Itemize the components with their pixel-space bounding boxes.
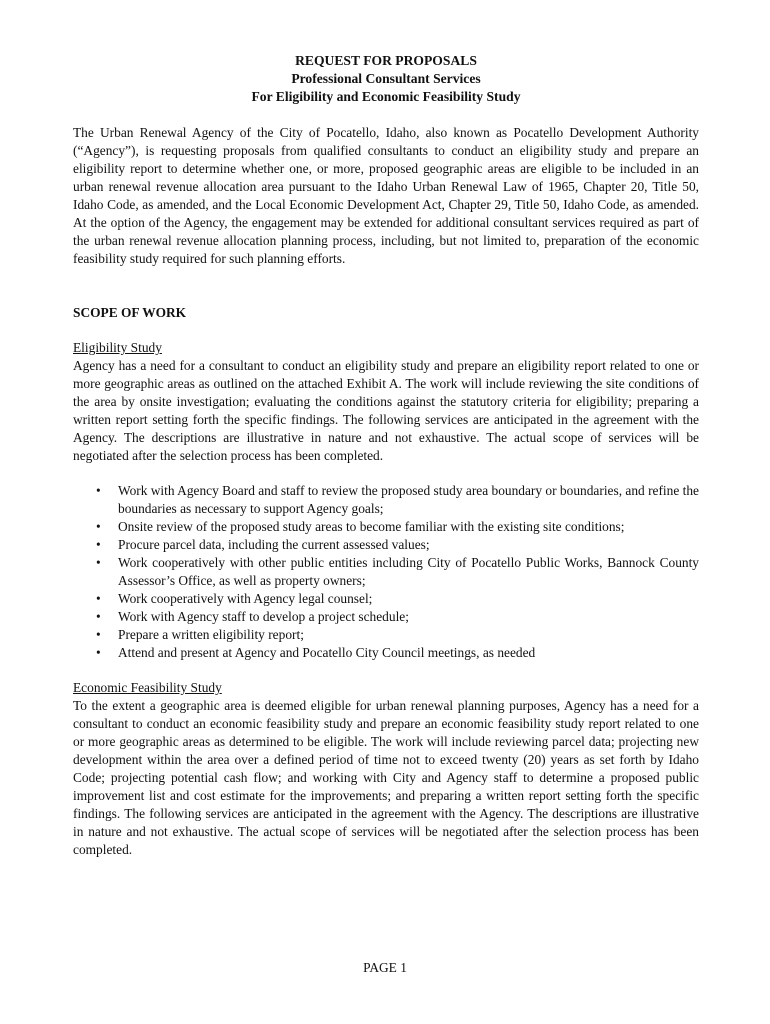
- economic-feasibility-study-heading: Economic Feasibility Study: [73, 680, 222, 695]
- list-item-text: Work cooperatively with other public entities including City of Pocatello Public Works, Bannock County Assessor’s Office, as well as property owners;: [118, 555, 699, 588]
- page-number: PAGE 1: [363, 960, 407, 975]
- list-item-text: Prepare a written eligibility report;: [118, 627, 304, 642]
- list-item: [96, 626, 699, 644]
- list-item: [96, 518, 699, 536]
- list-item-text: Onsite review of the proposed study areas to become familiar with the existing site conditions;: [118, 519, 625, 534]
- bullet-icon: •: [96, 645, 101, 660]
- economic-feasibility-paragraph: To the extent a geographic area is deemed eligible for urban renewal planning purposes, Agency has a need for a consultant to conduct an economic feasibility study and prepare an economic feasibility study report related to one or more geographic areas as determined to be eligible. The work will include reviewing parcel data; projecting new development within the area over a defined period of time not to exceed twenty (20) years as set forth by Idaho Code; projecting potential cash flow; and working with City and Agency staff to determine a proposed public improvement list and cost estimate for the improvements; and preparing a written report setting forth the specific findings. The following services are anticipated in the agreement with the Agency. The descriptions are illustrative in nature and not exhaustive. The actual scope of services will be negotiated after the selection process has been completed.: [73, 698, 699, 857]
- bullet-icon: •: [96, 519, 101, 534]
- bullet-icon: •: [96, 537, 101, 552]
- bullet-icon: •: [96, 483, 101, 498]
- rfp-title: REQUEST FOR PROPOSALS: [295, 53, 477, 68]
- list-item: [96, 644, 699, 662]
- list-item-text: Work cooperatively with Agency legal counsel;: [118, 591, 373, 606]
- list-item-text: Procure parcel data, including the current assessed values;: [118, 537, 430, 552]
- list-item: [96, 482, 699, 518]
- list-item-text: Work with Agency Board and staff to review the proposed study area boundary or boundaries, and refine the boundaries as necessary to support Agency goals;: [118, 483, 699, 516]
- bullet-icon: •: [96, 627, 101, 642]
- intro-paragraph: The Urban Renewal Agency of the City of Pocatello, Idaho, also known as Pocatello Development Authority (“Agency”), is requesting proposals from qualified consultants to conduct an eligibility study and prepare an eligibility report to determine whether one, or more, proposed geographic areas are eligible to be included in an urban renewal revenue allocation area pursuant to the Idaho Urban Renewal Law of 1965, Chapter 20, Title 50, Idaho Code, as amended, and the Local Economic Development Act, Chapter 29, Title 50, Idaho Code, as amended. At the option of the Agency, the engagement may be extended for additional consultant services required as part of the urban renewal revenue allocation planning process, including, but not limited to, preparation of the economic feasibility study required for such planning efforts.: [73, 125, 699, 266]
- rfp-study-title: For Eligibility and Economic Feasibility Study: [251, 89, 521, 104]
- document-page: [73, 52, 699, 859]
- bullet-icon: •: [96, 591, 101, 606]
- bullet-icon: •: [96, 555, 101, 570]
- eligibility-study-heading: Eligibility Study: [73, 340, 162, 355]
- list-item-text: Work with Agency staff to develop a project schedule;: [118, 609, 409, 624]
- list-item: [96, 608, 699, 626]
- scope-of-work-heading: SCOPE OF WORK: [73, 305, 187, 320]
- list-item-text: Attend and present at Agency and Pocatello City Council meetings, as needed: [118, 645, 536, 660]
- list-item: [96, 554, 699, 590]
- title-block: [73, 52, 699, 106]
- bullet-icon: •: [96, 609, 101, 624]
- list-item: [96, 590, 699, 608]
- rfp-subtitle: Professional Consultant Services: [291, 71, 481, 86]
- list-item: [96, 536, 699, 554]
- eligibility-task-list: [73, 482, 699, 662]
- eligibility-study-paragraph: Agency has a need for a consultant to conduct an eligibility study and prepare an eligibility report related to one or more geographic areas as outlined on the attached Exhibit A. The work will include reviewing the site conditions of the area by onsite investigation; evaluating the conditions against the statutory criteria for eligibility; preparing a written report setting forth the specific findings. The following services are anticipated in the agreement with the Agency. The descriptions are illustrative in nature and not exhaustive. The actual scope of services will be negotiated after the selection process has been completed.: [73, 358, 699, 463]
